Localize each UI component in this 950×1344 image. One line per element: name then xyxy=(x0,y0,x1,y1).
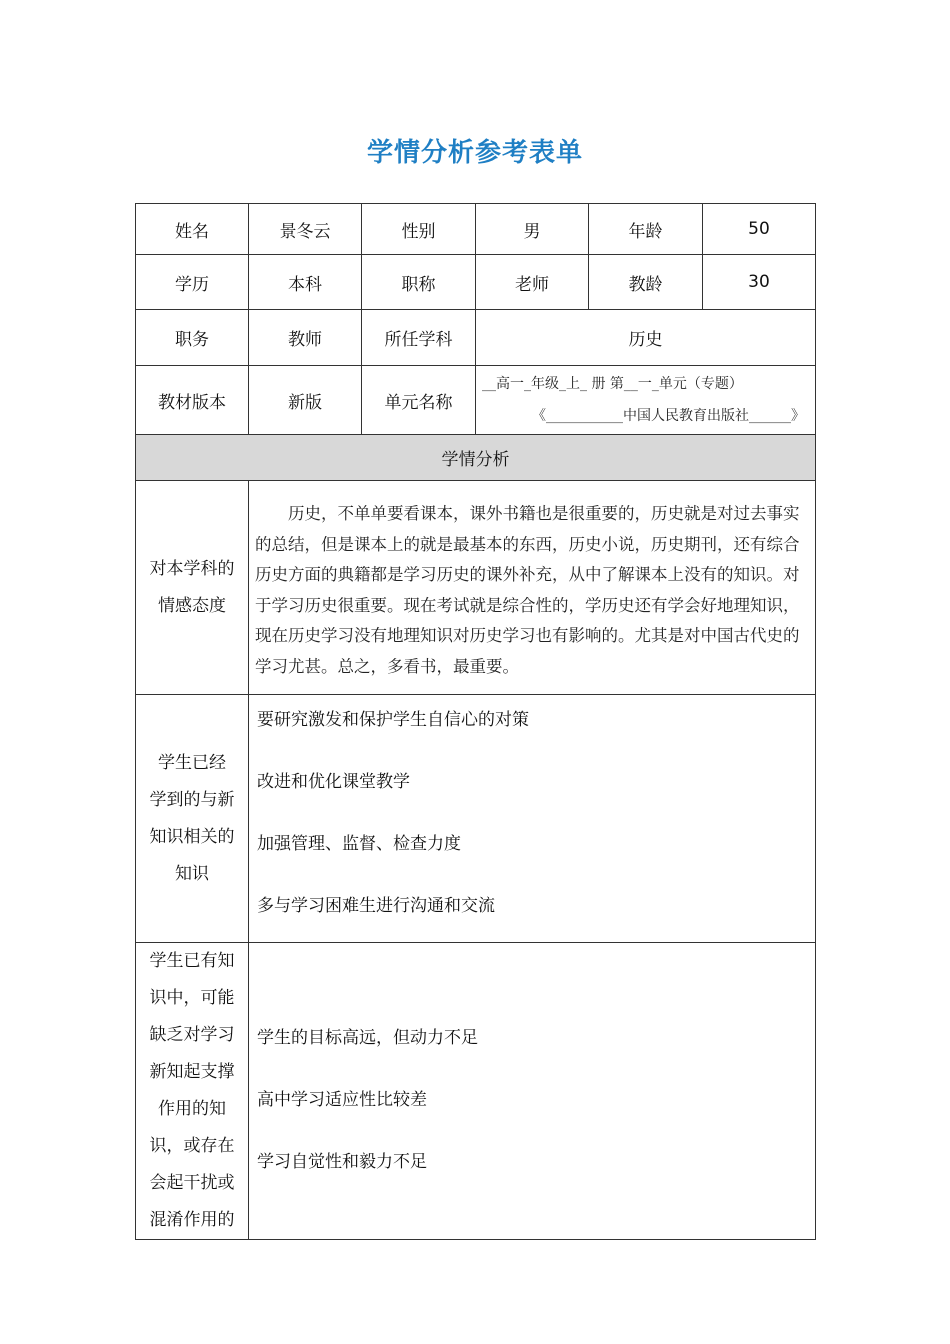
table-row xyxy=(136,204,816,255)
table-row xyxy=(136,255,816,310)
education-label: 学历 xyxy=(136,255,249,310)
name-label: 姓名 xyxy=(136,204,249,255)
table-row xyxy=(136,943,816,1240)
page-title: 学情分析参考表单 xyxy=(366,138,583,168)
unit-label: 单元名称 xyxy=(362,366,476,435)
subject-label: 所任学科 xyxy=(362,310,476,366)
age-label: 年龄 xyxy=(589,204,703,255)
learned-list xyxy=(249,695,816,943)
lacking-label-line: 新知起支撑 xyxy=(149,1062,235,1082)
list-item: 学生的目标高远，但动力不足 xyxy=(257,1028,478,1048)
lacking-label xyxy=(136,943,249,1240)
lacking-label-line: 学生已有知 xyxy=(149,951,235,971)
unit-value xyxy=(476,366,816,435)
age-value: 50 xyxy=(703,204,816,255)
teaching-years-label: 教龄 xyxy=(589,255,703,310)
position-value: 教师 xyxy=(249,310,362,366)
list-item: 要研究激发和保护学生自信心的对策 xyxy=(257,710,529,730)
education-value: 本科 xyxy=(249,255,362,310)
position-label: 职务 xyxy=(136,310,249,366)
lacking-label-line: 混淆作用的 xyxy=(149,1210,235,1230)
section-header: 学情分析 xyxy=(136,435,816,481)
lacking-label-line: 会起干扰或 xyxy=(149,1173,235,1193)
lacking-label-line: 缺乏对学习 xyxy=(149,1025,235,1045)
learned-label-line: 学生已经 xyxy=(158,752,226,773)
teaching-years-value: 30 xyxy=(703,255,816,310)
name-value: 景冬云 xyxy=(249,204,362,255)
table-row xyxy=(136,310,816,366)
lacking-list xyxy=(249,943,816,1240)
list-item: 多与学习困难生进行沟通和交流 xyxy=(257,896,495,916)
table-row xyxy=(136,695,816,943)
unit-line-1: __高一_年级_上_ 册 第__一_单元（专题） xyxy=(482,376,743,392)
gender-value: 男 xyxy=(476,204,589,255)
list-item: 加强管理、监督、检查力度 xyxy=(257,834,461,854)
table-row xyxy=(136,481,816,695)
title-label: 职称 xyxy=(362,255,476,310)
learned-label-line: 知识 xyxy=(175,863,209,884)
textbook-label: 教材版本 xyxy=(136,366,249,435)
lacking-label-line: 识中，可能 xyxy=(149,988,235,1008)
gender-label: 性别 xyxy=(362,204,476,255)
analysis-form-table xyxy=(135,203,816,1240)
subject-value: 历史 xyxy=(476,310,816,366)
attitude-label xyxy=(136,481,249,695)
title-value: 老师 xyxy=(476,255,589,310)
list-item: 学习自觉性和毅力不足 xyxy=(257,1152,427,1172)
lacking-label-line: 作用的知 xyxy=(158,1099,226,1119)
table-row xyxy=(136,366,816,435)
textbook-value: 新版 xyxy=(249,366,362,435)
table-row xyxy=(136,435,816,481)
list-item: 高中学习适应性比较差 xyxy=(257,1090,427,1110)
attitude-label-line: 对本学科的 xyxy=(149,558,235,579)
learned-label xyxy=(136,695,249,943)
attitude-text: 历史，不单单要看课本，课外书籍也是很重要的，历史就是对过去事实的总结，但是课本上的就是最基本的东西，历史小说，历史期刊，还有综合历史方面的典籍都是学习历史的课外补充，从中了解课本上没有的知识。对于学习历史很重要。现在考试就是综合性的，学历史还有学会好地理知识，现在历史学习没有地理知识对历史学习也有影响的。尤其是对中国古代史的学习尤甚。总之，多看书，最重要。 xyxy=(249,481,816,695)
unit-line-2: 《___________中国人民教育出版社______》 xyxy=(532,408,805,424)
learned-label-line: 学到的与新 xyxy=(149,789,235,810)
attitude-label-line: 情感态度 xyxy=(158,595,226,616)
learned-label-line: 知识相关的 xyxy=(149,826,235,847)
lacking-label-line: 识，或存在 xyxy=(149,1136,235,1156)
list-item: 改进和优化课堂教学 xyxy=(257,772,410,792)
